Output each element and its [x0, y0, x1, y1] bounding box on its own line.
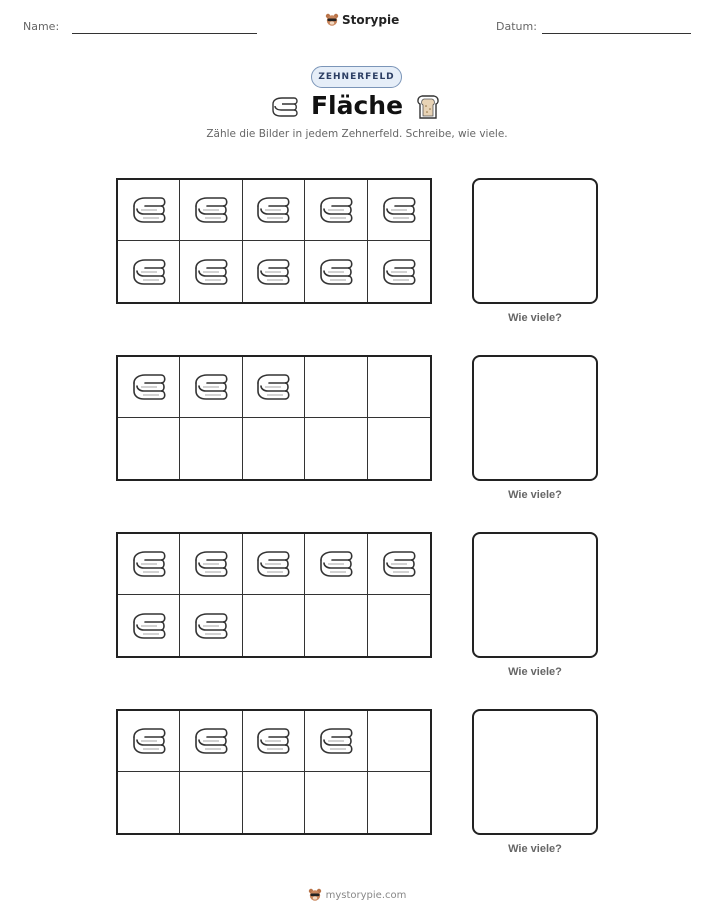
- folded-blanket-icon: [191, 372, 231, 402]
- folded-blanket-icon: [129, 257, 169, 287]
- folded-blanket-icon: [129, 549, 169, 579]
- frame-cell: [118, 772, 180, 833]
- frame-cell: [243, 241, 305, 302]
- folded-blanket-icon: [253, 549, 293, 579]
- folded-blanket-icon: [316, 195, 356, 225]
- folded-blanket-icon: [379, 195, 419, 225]
- footer: [0, 888, 714, 902]
- frame-cell: [305, 241, 367, 302]
- frame-cell: [180, 711, 242, 772]
- frame-cell: [118, 711, 180, 772]
- ten-frame: [116, 532, 432, 658]
- frame-cell: [368, 418, 430, 479]
- frame-cell: [243, 418, 305, 479]
- folded-blanket-icon: [379, 549, 419, 579]
- frame-cell: [368, 534, 430, 595]
- frame-cell: [180, 357, 242, 418]
- bear-icon: [325, 13, 339, 27]
- frame-cell: [243, 595, 305, 656]
- frame-cell: [118, 534, 180, 595]
- folded-blanket-icon: [253, 372, 293, 402]
- brand-logo: [325, 13, 399, 27]
- frame-cell: [368, 711, 430, 772]
- frame-cell: [180, 418, 242, 479]
- answer-box[interactable]: [472, 709, 598, 835]
- frame-cell: [243, 772, 305, 833]
- folded-blanket-icon: [191, 611, 231, 641]
- frame-cell: [118, 180, 180, 241]
- name-line[interactable]: [72, 33, 257, 34]
- question-label: Wie viele?: [508, 843, 562, 855]
- folded-blanket-icon: [191, 726, 231, 756]
- answer-box[interactable]: [472, 532, 598, 658]
- frame-cell: [118, 418, 180, 479]
- frame-cell: [305, 180, 367, 241]
- folded-blanket-icon: [191, 257, 231, 287]
- frame-cell: [180, 595, 242, 656]
- toast-icon: [416, 94, 440, 120]
- folded-blanket-icon: [253, 726, 293, 756]
- page-title: Fläche: [310, 91, 404, 120]
- frame-cell: [368, 772, 430, 833]
- ten-frame: [116, 178, 432, 304]
- question-label: Wie viele?: [508, 312, 562, 324]
- folded-blanket-icon: [316, 549, 356, 579]
- instructions: Zähle die Bilder in jedem Zehnerfeld. Schreibe, wie viele.: [206, 128, 508, 140]
- folded-blanket-icon: [253, 195, 293, 225]
- folded-blanket-icon: [129, 611, 169, 641]
- footer-url: mystorypie.com: [325, 889, 407, 901]
- ten-frame: [116, 355, 432, 481]
- folded-blanket-icon: [379, 257, 419, 287]
- folded-blanket-icon: [316, 257, 356, 287]
- frame-cell: [180, 772, 242, 833]
- frame-cell: [243, 357, 305, 418]
- frame-cell: [180, 180, 242, 241]
- frame-cell: [180, 534, 242, 595]
- folded-blanket-icon: [129, 726, 169, 756]
- frame-cell: [368, 241, 430, 302]
- frame-cell: [180, 241, 242, 302]
- folded-blanket-icon: [316, 726, 356, 756]
- frame-cell: [368, 357, 430, 418]
- frame-cell: [118, 595, 180, 656]
- frame-cell: [118, 357, 180, 418]
- frame-cell: [118, 241, 180, 302]
- frame-cell: [243, 180, 305, 241]
- folded-blanket-icon: [191, 195, 231, 225]
- ten-frame: [116, 709, 432, 835]
- frame-cell: [305, 534, 367, 595]
- answer-box[interactable]: [472, 178, 598, 304]
- question-label: Wie viele?: [508, 489, 562, 501]
- name-label: Name:: [23, 20, 60, 33]
- bear-icon: [308, 888, 322, 902]
- folded-blanket-icon: [129, 195, 169, 225]
- frame-cell: [305, 772, 367, 833]
- date-line[interactable]: [542, 33, 691, 34]
- folded-blanket-icon: [129, 372, 169, 402]
- folded-blanket-icon: [191, 549, 231, 579]
- brand-name: Storypie: [342, 13, 400, 27]
- frame-cell: [305, 711, 367, 772]
- frame-cell: [305, 595, 367, 656]
- frame-cell: [368, 180, 430, 241]
- question-label: Wie viele?: [508, 666, 562, 678]
- folded-blanket-icon: [253, 257, 293, 287]
- frame-cell: [243, 711, 305, 772]
- frame-cell: [305, 357, 367, 418]
- date-label: Datum:: [496, 20, 537, 33]
- category-badge: ZEHNERFELD: [311, 66, 402, 88]
- frame-cell: [368, 595, 430, 656]
- frame-cell: [243, 534, 305, 595]
- answer-box[interactable]: [472, 355, 598, 481]
- frame-cell: [305, 418, 367, 479]
